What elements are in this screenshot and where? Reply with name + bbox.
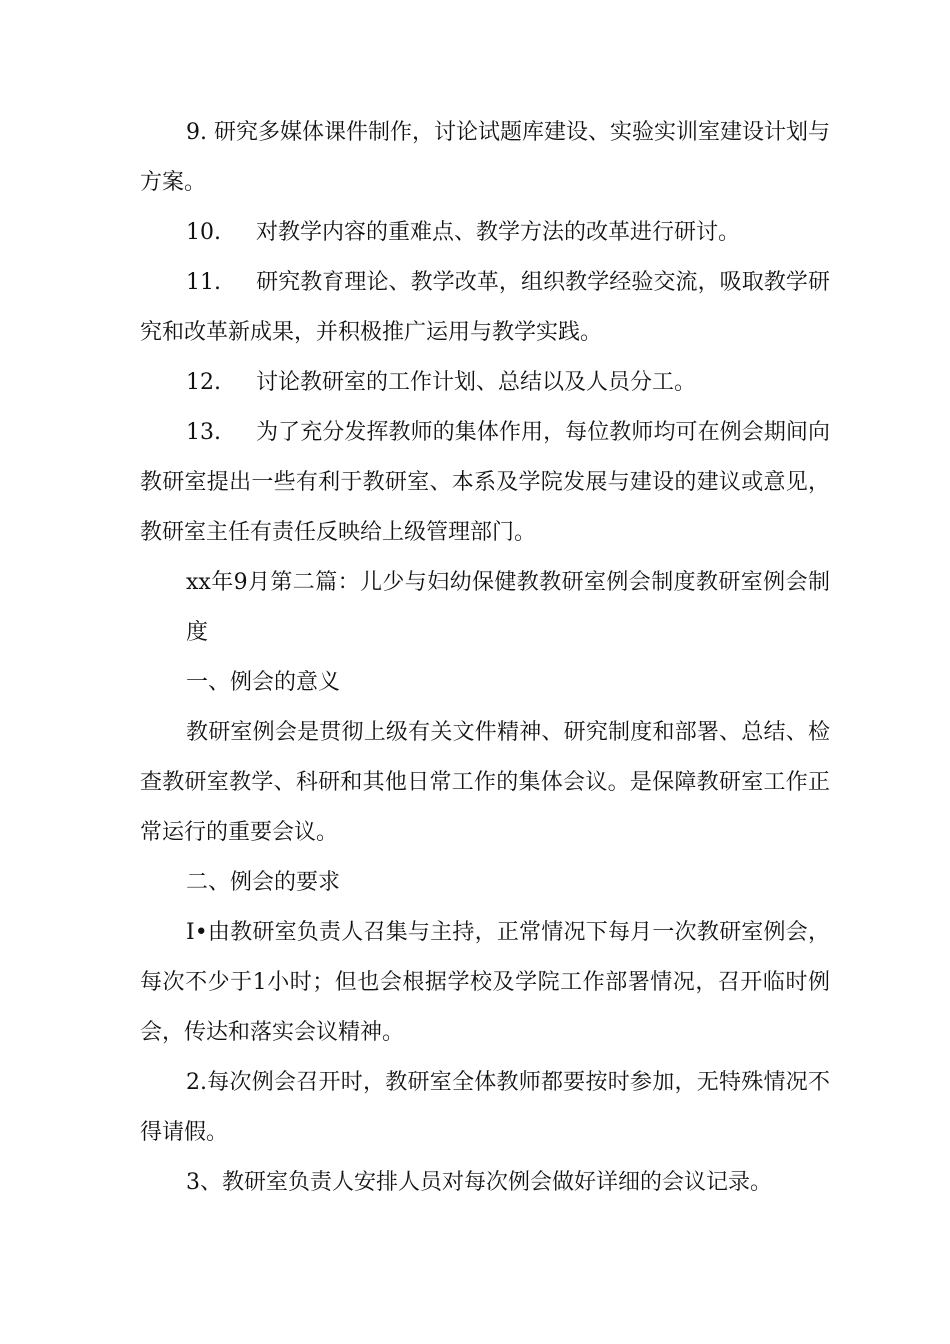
paragraph-text: 教研室负责人安排人员对每次例会做好详细的会议记录。 — [222, 1170, 773, 1195]
paragraph-text: 对教学内容的重难点、教学方法的改革进行研讨。 — [256, 220, 741, 245]
item-number: 3、 — [186, 1170, 222, 1195]
paragraph-item-13 — [140, 408, 830, 558]
paragraph-item-11 — [140, 258, 830, 358]
paragraph-text: 每次例会召开时，教研室全体教师都要按时参加，无特殊情况不得请假。 — [140, 1070, 830, 1145]
paragraph-text: 教研室例会是贯彻上级有关文件精神、研究制度和部署、总结、检查教研室教学、科研和其他日常工作的集体会议。是保障教研室工作正常运行的重要会议。 — [140, 720, 830, 845]
paragraph-text: 为了充分发挥教师的集体作用，每位教师均可在例会期间向教研室提出一些有利于教研室、本系及学院发展与建设的建议或意见，教研室主任有责任反映给上级管理部门。 — [140, 420, 830, 545]
item-number: 9. — [186, 120, 207, 145]
item-number: 2. — [186, 1070, 207, 1095]
section-heading-requirements — [140, 858, 830, 908]
paragraph-text: 一、例会的意义 — [186, 670, 341, 695]
paragraph-text: 二、例会的要求 — [186, 870, 341, 895]
section-heading-second-article — [140, 558, 830, 658]
paragraph-meaning-body — [140, 708, 830, 858]
item-number: 11. — [186, 270, 221, 295]
paragraph-item-9 — [140, 108, 830, 208]
item-number: I• — [186, 920, 208, 945]
paragraph-item-12 — [140, 358, 830, 408]
paragraph-text: 讨论教研室的工作计划、总结以及人员分工。 — [256, 370, 697, 395]
item-number: 13. — [186, 420, 221, 445]
paragraph-requirement-2 — [140, 1058, 830, 1158]
section-heading-meaning — [140, 658, 830, 708]
paragraph-requirement-3 — [140, 1158, 830, 1208]
paragraph-text: 研究教育理论、教学改革，组织教学经验交流，吸取教学研究和改革新成果，并积极推广运用与教学实践。 — [140, 270, 830, 345]
paragraph-requirement-1 — [140, 908, 830, 1058]
paragraph-text: xx年9月第二篇：儿少与妇幼保健教教研室例会制度教研室例会制度 — [186, 570, 830, 645]
item-number: 12. — [186, 370, 221, 395]
paragraph-item-10 — [140, 208, 830, 258]
paragraph-text: 研究多媒体课件制作，讨论试题库建设、实验实训室建设计划与方案。 — [140, 120, 831, 195]
paragraph-text: 由教研室负责人召集与主持，正常情况下每月一次教研室例会，每次不少于1小时；但也会根据学校及学院工作部署情况，召开临时例会，传达和落实会议精神。 — [140, 920, 830, 1045]
item-number: 10. — [186, 220, 221, 245]
